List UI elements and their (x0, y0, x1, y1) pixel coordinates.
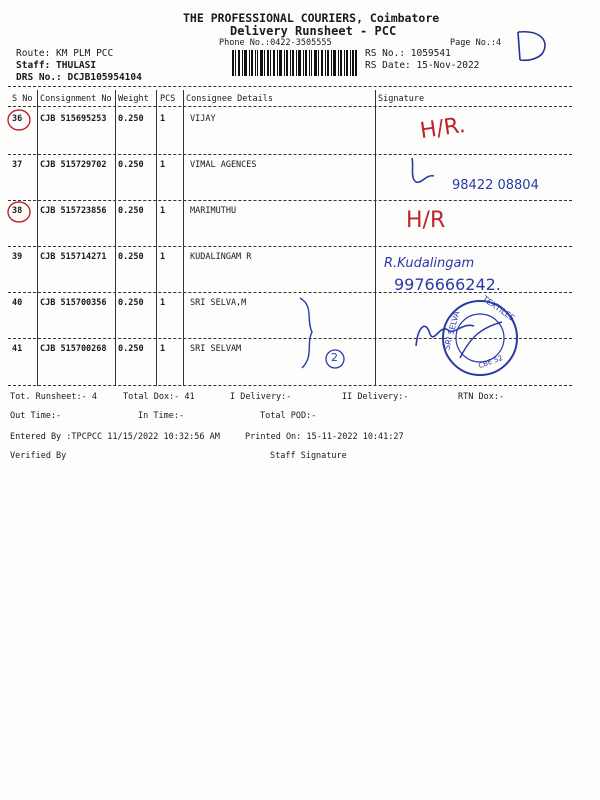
row-sno: 40 (12, 298, 23, 308)
row-pcs: 1 (160, 160, 166, 170)
row-pcs: 1 (160, 206, 166, 216)
row-weight: 0.250 (118, 252, 144, 262)
table-top-border (8, 86, 572, 87)
handwritten-phone-row39: 9976666242. (394, 275, 501, 294)
row-consignment: CJB 515700268 (40, 344, 107, 354)
row-consignee: VIJAY (190, 114, 216, 124)
rs-date: RS Date: 15-Nov-2022 (365, 60, 480, 71)
col-divider (37, 90, 38, 386)
row-consignment: CJB 515729702 (40, 160, 107, 170)
circle-mark-38 (6, 200, 34, 228)
total-dox: Total Dox:- 41 (123, 392, 195, 402)
circle-mark-36 (6, 108, 34, 136)
barcode (232, 50, 357, 76)
stamp-text-bottom: CBE 52 (477, 353, 504, 371)
company-name: THE PROFESSIONAL COURIERS, Coimbatore (183, 11, 440, 25)
handwritten-page-letter (512, 28, 552, 68)
row-border (8, 154, 572, 155)
col-weight: Weight (118, 94, 149, 104)
rtn-dox: RTN Dox:- (458, 392, 505, 402)
rs-number: RS No.: 1059541 (365, 48, 451, 59)
row-weight: 0.250 (118, 160, 144, 170)
handwritten-phone-row37: 98422 08804 (452, 178, 539, 193)
col-divider (375, 90, 376, 386)
total-pod: Total POD:- (260, 411, 317, 421)
col-consignee: Consignee Details (186, 94, 273, 104)
ii-delivery: II Delivery:- (342, 392, 409, 402)
tot-runsheet: Tot. Runsheet:- 4 (10, 392, 97, 402)
row-pcs: 1 (160, 298, 166, 308)
stamp-text-side: SRI SELVA (442, 310, 462, 351)
row-pcs: 1 (160, 114, 166, 124)
row-sno: 38 (12, 206, 23, 216)
row-weight: 0.250 (118, 344, 144, 354)
handwritten-hr-row36: H/R. (418, 112, 467, 145)
route: Route: KM PLM PCC (16, 48, 114, 59)
row-consignee: SRI SELVA,M (190, 298, 247, 308)
row-consignment: CJB 515714271 (40, 252, 107, 262)
row-sno: 36 (12, 114, 23, 124)
out-time: Out Time:- (10, 411, 62, 421)
row-weight: 0.250 (118, 206, 144, 216)
col-divider (183, 90, 184, 386)
row-weight: 0.250 (118, 298, 144, 308)
bracket-mark (296, 296, 326, 374)
header-row-border (8, 106, 572, 107)
row-consignment: CJB 515723856 (40, 206, 107, 216)
row-consignee: VIMAL AGENCES (190, 160, 257, 170)
row-pcs: 1 (160, 252, 166, 262)
staff-signature: Staff Signature (270, 451, 347, 461)
row-weight: 0.250 (118, 114, 144, 124)
row-consignee: SRI SELVAM (190, 344, 242, 354)
col-sno: S No (12, 94, 33, 104)
handwritten-name-row39: R.Kudalingam (384, 256, 475, 271)
row-consignee: KUDALINGAM R (190, 252, 252, 262)
col-pcs: PCS (160, 94, 176, 104)
row-sno: 41 (12, 344, 23, 354)
entered-by: Entered By :TPCPCC 11/15/2022 10:32:56 AM (10, 432, 220, 442)
verified-by: Verified By (10, 451, 67, 461)
row-sno: 39 (12, 252, 23, 262)
row-border (8, 200, 572, 201)
row-pcs: 1 (160, 344, 166, 354)
row-border (8, 246, 572, 247)
runsheet-title: Delivery Runsheet - PCC (230, 24, 397, 38)
row-sno: 37 (12, 160, 23, 170)
phone-number: Phone No.:0422-3505555 (219, 38, 332, 48)
col-divider (156, 90, 157, 386)
row-consignee: MARIMUTHU (190, 206, 237, 216)
col-consignment: Consignment No (40, 94, 112, 104)
handwritten-hr-row38: H/R (406, 208, 446, 233)
circled-number-text: 2 (331, 351, 338, 364)
page-number: Page No.:4 (450, 38, 502, 48)
col-divider (115, 90, 116, 386)
row-consignment: CJB 515695253 (40, 114, 107, 124)
staff-name: Staff: THULASI (16, 60, 97, 71)
i-delivery: I Delivery:- (230, 392, 292, 402)
signature-row40 (412, 316, 482, 356)
table-bottom-border (8, 385, 572, 386)
row-consignment: CJB 515700356 (40, 298, 107, 308)
printed-on: Printed On: 15-11-2022 10:41:27 (245, 432, 404, 442)
stamp-text-top: TEXTILES (480, 294, 517, 323)
drs-number: DRS No.: DCJB105954104 (16, 72, 142, 83)
signature-row37 (404, 156, 444, 190)
col-signature: Signature (378, 94, 425, 104)
in-time: In Time:- (138, 411, 185, 421)
